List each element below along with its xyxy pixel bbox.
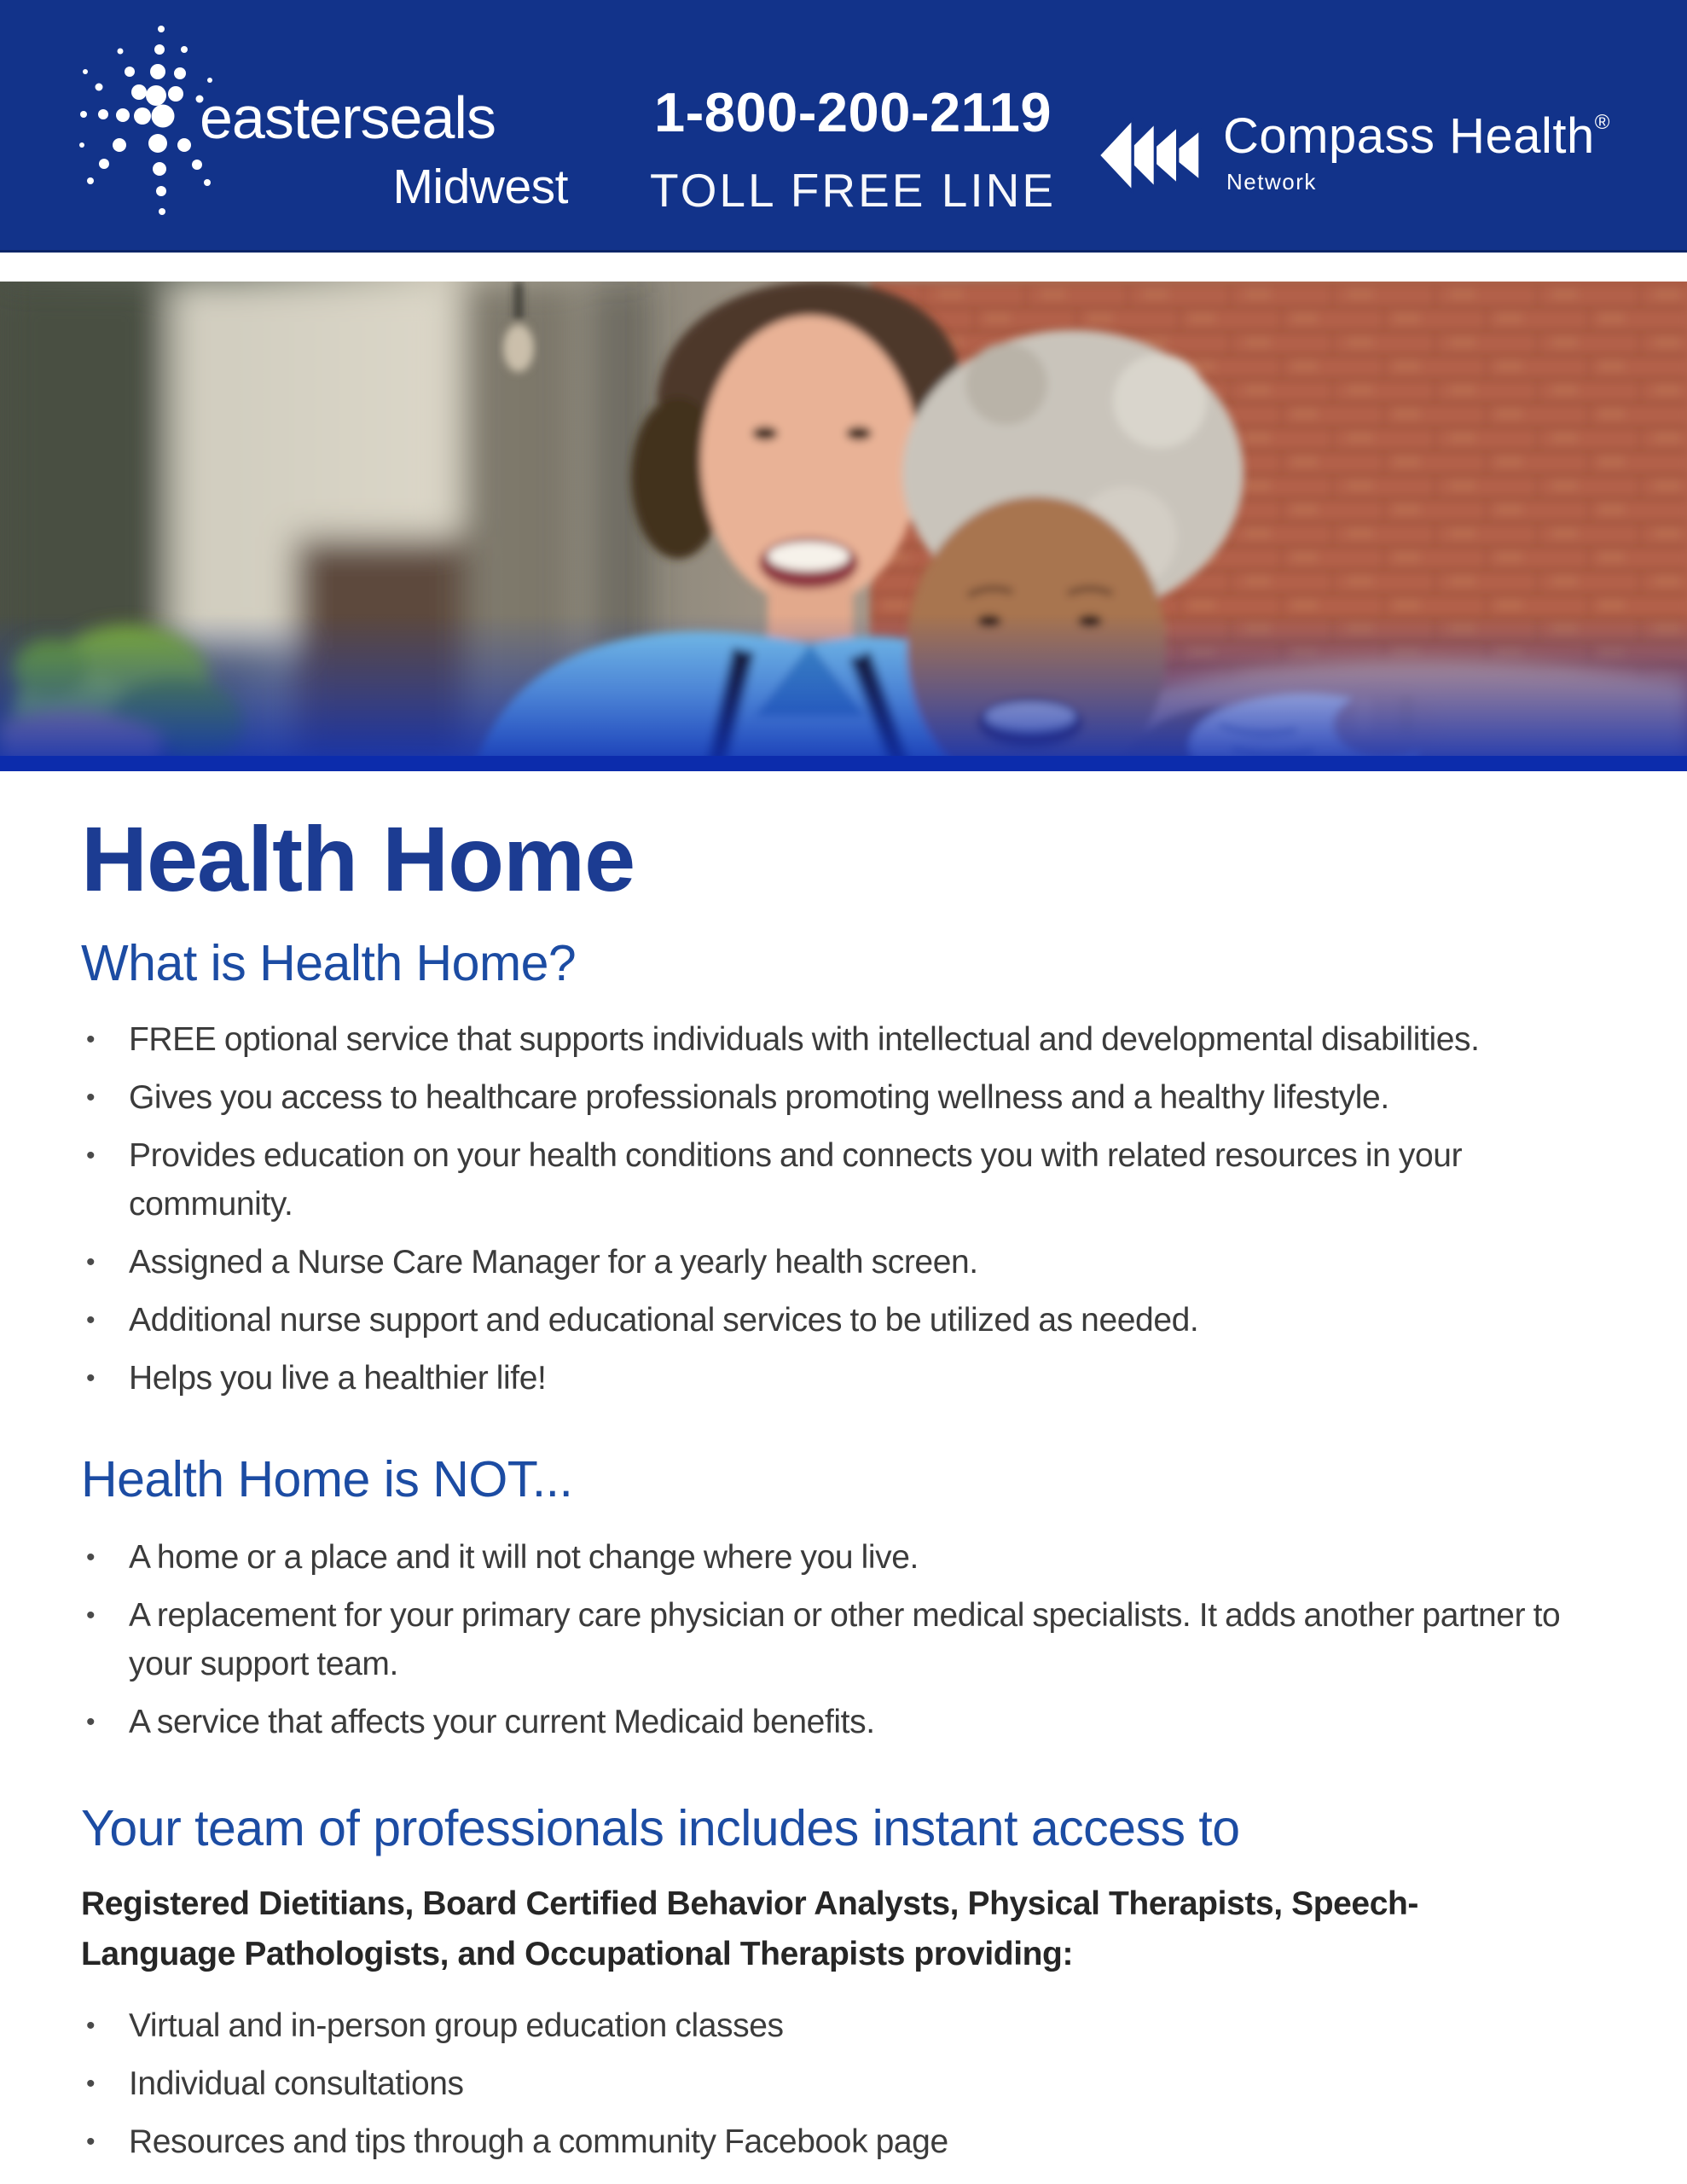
header-bar [0, 0, 1687, 253]
list-item: • Resources and tips through a community Facebook page [81, 2117, 1582, 2166]
phone-number: 1-800-200-2119 [654, 81, 1052, 143]
list-item: • A service that affects your current Medicaid benefits. [81, 1698, 1582, 1746]
list-item: • A replacement for your primary care physician or other medical specialists. It adds another partner to your support team. [81, 1591, 1582, 1688]
list-item: • Assigned a Nurse Care Manager for a yearly health screen. [81, 1238, 1582, 1287]
hero-photo [0, 282, 1687, 771]
list-item: • A home or a place and it will not change where you live. [81, 1533, 1582, 1582]
section-heading-what: What is Health Home? [81, 935, 577, 992]
list-item: • Virtual and in-person group education classes [81, 2001, 1582, 2050]
list-item: • Provides education on your health conditions and connects you with related resources in your community. [81, 1131, 1582, 1228]
easterseals-region: Midwest [392, 160, 568, 214]
compass-network: Network [1226, 169, 1317, 195]
list-item: • FREE optional service that supports individuals with intellectual and developmental disabilities. [81, 1015, 1582, 1064]
section-heading-team: Your team of professionals includes instant access to [81, 1800, 1240, 1857]
compass-name-text: Compass Health [1223, 108, 1595, 164]
list-item: • Gives you access to healthcare professionals promoting wellness and a healthy lifestyle. [81, 1073, 1582, 1122]
phone-block [627, 80, 1079, 218]
easterseals-logo [73, 15, 585, 239]
section-heading-not: Health Home is NOT... [81, 1451, 573, 1508]
list-item: • Individual consultations [81, 2059, 1582, 2108]
easterseals-dots-icon [73, 15, 218, 229]
phone-label: TOLL FREE LINE [649, 164, 1057, 217]
compass-logo [1099, 101, 1627, 212]
compass-arrows-icon [1099, 101, 1208, 210]
bullet-list-not [81, 1533, 1606, 1746]
bullet-list-what [81, 1015, 1606, 1403]
list-item: • Additional nurse support and educational services to be utilized as needed. [81, 1296, 1582, 1345]
content-area [0, 771, 1687, 2175]
bullet-list-team [81, 2001, 1606, 2166]
team-intro: Registered Dietitians, Board Certified Behavior Analysts, Physical Therapists, Speech-Language Pathologists, and Occupational Therapists providing: [81, 1885, 1418, 1973]
compass-registered-mark: ® [1594, 111, 1610, 134]
list-item: • Helps you live a healthier life! [81, 1354, 1582, 1403]
page-title: Health Home [81, 807, 635, 910]
compass-name [1223, 107, 1610, 165]
easterseals-wordmark: easterseals [200, 84, 496, 151]
